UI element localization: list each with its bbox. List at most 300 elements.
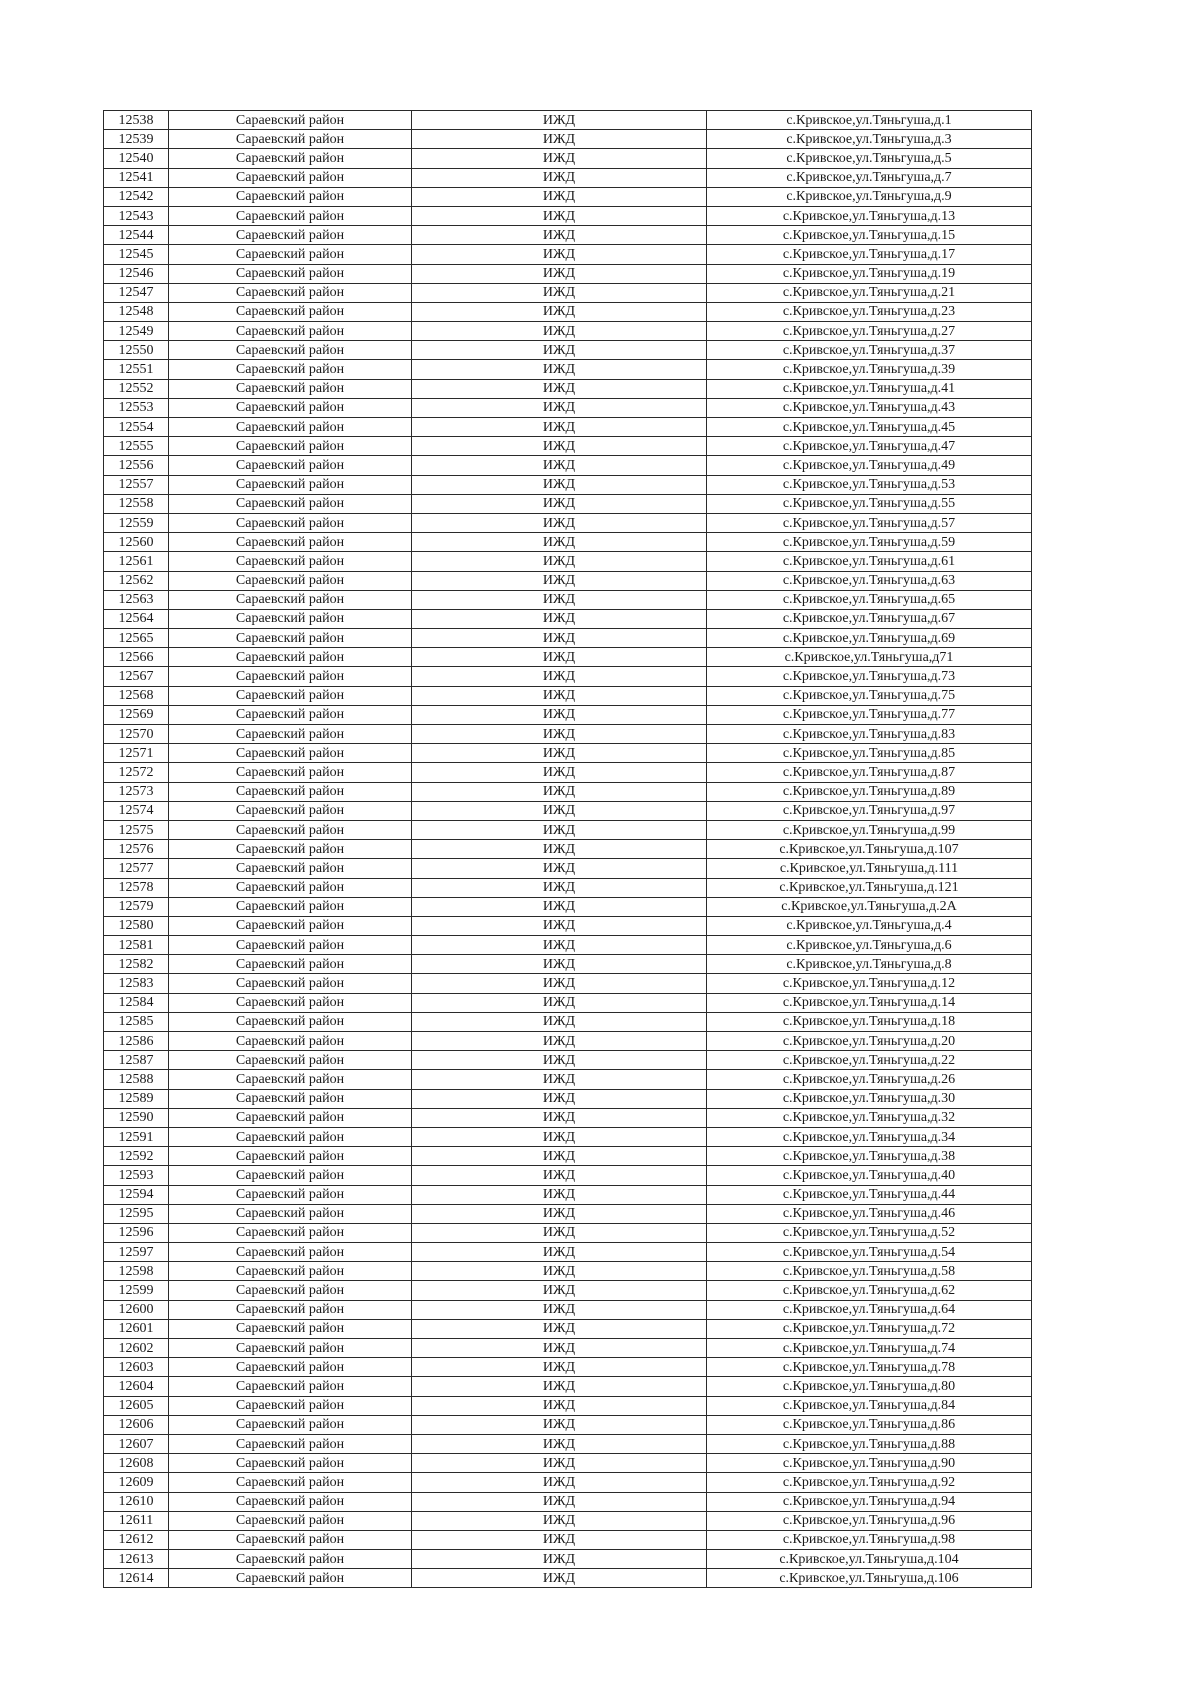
table-row xyxy=(104,264,1032,283)
table-row xyxy=(104,130,1032,149)
district-cell: Сараевский район xyxy=(169,686,412,705)
record-number-cell: 12575 xyxy=(104,820,169,839)
address-cell: с.Кривское,ул.Тяньгуша,д.80 xyxy=(707,1377,1032,1396)
object-type-cell: ИЖД xyxy=(412,437,707,456)
record-number-cell: 12538 xyxy=(104,111,169,130)
district-cell: Сараевский район xyxy=(169,1339,412,1358)
district-cell: Сараевский район xyxy=(169,1185,412,1204)
object-type-cell: ИЖД xyxy=(412,302,707,321)
object-type-cell: ИЖД xyxy=(412,1319,707,1338)
table-row xyxy=(104,437,1032,456)
record-number-cell: 12609 xyxy=(104,1473,169,1492)
district-cell: Сараевский район xyxy=(169,475,412,494)
table-row xyxy=(104,974,1032,993)
address-cell: с.Кривское,ул.Тяньгуша,д71 xyxy=(707,648,1032,667)
table-row xyxy=(104,629,1032,648)
table-row xyxy=(104,398,1032,417)
record-number-cell: 12572 xyxy=(104,763,169,782)
record-number-cell: 12567 xyxy=(104,667,169,686)
district-cell: Сараевский район xyxy=(169,897,412,916)
district-cell: Сараевский район xyxy=(169,168,412,187)
table-row xyxy=(104,1319,1032,1338)
record-number-cell: 12605 xyxy=(104,1396,169,1415)
district-cell: Сараевский район xyxy=(169,763,412,782)
record-number-cell: 12595 xyxy=(104,1204,169,1223)
object-type-cell: ИЖД xyxy=(412,974,707,993)
address-cell: с.Кривское,ул.Тяньгуша,д.107 xyxy=(707,840,1032,859)
address-cell: с.Кривское,ул.Тяньгуша,д.3 xyxy=(707,130,1032,149)
address-cell: с.Кривское,ул.Тяньгуша,д.22 xyxy=(707,1051,1032,1070)
address-cell: с.Кривское,ул.Тяньгуша,д.67 xyxy=(707,609,1032,628)
object-type-cell: ИЖД xyxy=(412,245,707,264)
object-type-cell: ИЖД xyxy=(412,725,707,744)
address-cell: с.Кривское,ул.Тяньгуша,д.86 xyxy=(707,1415,1032,1434)
district-cell: Сараевский район xyxy=(169,149,412,168)
record-number-cell: 12551 xyxy=(104,360,169,379)
district-cell: Сараевский район xyxy=(169,360,412,379)
table-row xyxy=(104,590,1032,609)
object-type-cell: ИЖД xyxy=(412,686,707,705)
record-number-cell: 12585 xyxy=(104,1012,169,1031)
record-number-cell: 12587 xyxy=(104,1051,169,1070)
object-type-cell: ИЖД xyxy=(412,1089,707,1108)
record-number-cell: 12597 xyxy=(104,1243,169,1262)
address-cell: с.Кривское,ул.Тяньгуша,д.49 xyxy=(707,456,1032,475)
address-cell: с.Кривское,ул.Тяньгуша,д.85 xyxy=(707,744,1032,763)
object-type-cell: ИЖД xyxy=(412,629,707,648)
district-cell: Сараевский район xyxy=(169,206,412,225)
object-type-cell: ИЖД xyxy=(412,1108,707,1127)
address-cell: с.Кривское,ул.Тяньгуша,д.87 xyxy=(707,763,1032,782)
district-cell: Сараевский район xyxy=(169,648,412,667)
table-row xyxy=(104,763,1032,782)
object-type-cell: ИЖД xyxy=(412,1204,707,1223)
table-row xyxy=(104,1070,1032,1089)
address-cell: с.Кривское,ул.Тяньгуша,д.39 xyxy=(707,360,1032,379)
district-cell: Сараевский район xyxy=(169,1223,412,1242)
record-number-cell: 12543 xyxy=(104,206,169,225)
record-number-cell: 12546 xyxy=(104,264,169,283)
table-row xyxy=(104,1147,1032,1166)
district-cell: Сараевский район xyxy=(169,283,412,302)
table-row xyxy=(104,1262,1032,1281)
object-type-cell: ИЖД xyxy=(412,456,707,475)
object-type-cell: ИЖД xyxy=(412,322,707,341)
address-cell: с.Кривское,ул.Тяньгуша,д.61 xyxy=(707,552,1032,571)
address-cell: с.Кривское,ул.Тяньгуша,д.6 xyxy=(707,936,1032,955)
table-row xyxy=(104,1012,1032,1031)
table-row xyxy=(104,1415,1032,1434)
table-row xyxy=(104,1530,1032,1549)
table-row xyxy=(104,283,1032,302)
record-number-cell: 12598 xyxy=(104,1262,169,1281)
district-cell: Сараевский район xyxy=(169,1473,412,1492)
district-cell: Сараевский район xyxy=(169,840,412,859)
table-row xyxy=(104,149,1032,168)
address-cell: с.Кривское,ул.Тяньгуша,д.9 xyxy=(707,187,1032,206)
district-cell: Сараевский район xyxy=(169,1204,412,1223)
district-cell: Сараевский район xyxy=(169,1550,412,1569)
record-number-cell: 12548 xyxy=(104,302,169,321)
address-cell: с.Кривское,ул.Тяньгуша,д.74 xyxy=(707,1339,1032,1358)
object-type-cell: ИЖД xyxy=(412,475,707,494)
record-number-cell: 12607 xyxy=(104,1434,169,1453)
district-cell: Сараевский район xyxy=(169,744,412,763)
district-cell: Сараевский район xyxy=(169,322,412,341)
record-number-cell: 12539 xyxy=(104,130,169,149)
table-row xyxy=(104,187,1032,206)
district-cell: Сараевский район xyxy=(169,1281,412,1300)
record-number-cell: 12600 xyxy=(104,1300,169,1319)
address-cell: с.Кривское,ул.Тяньгуша,д.8 xyxy=(707,955,1032,974)
table-row xyxy=(104,302,1032,321)
address-cell: с.Кривское,ул.Тяньгуша,д.77 xyxy=(707,705,1032,724)
table-row xyxy=(104,206,1032,225)
table-row xyxy=(104,226,1032,245)
record-number-cell: 12593 xyxy=(104,1166,169,1185)
record-number-cell: 12541 xyxy=(104,168,169,187)
address-cell: с.Кривское,ул.Тяньгуша,д.18 xyxy=(707,1012,1032,1031)
address-cell: с.Кривское,ул.Тяньгуша,д.47 xyxy=(707,437,1032,456)
district-cell: Сараевский район xyxy=(169,264,412,283)
district-cell: Сараевский район xyxy=(169,341,412,360)
record-number-cell: 12569 xyxy=(104,705,169,724)
district-cell: Сараевский район xyxy=(169,398,412,417)
record-number-cell: 12564 xyxy=(104,609,169,628)
district-cell: Сараевский район xyxy=(169,1012,412,1031)
record-number-cell: 12565 xyxy=(104,629,169,648)
object-type-cell: ИЖД xyxy=(412,187,707,206)
district-cell: Сараевский район xyxy=(169,936,412,955)
record-number-cell: 12550 xyxy=(104,341,169,360)
table-row xyxy=(104,897,1032,916)
object-type-cell: ИЖД xyxy=(412,533,707,552)
district-cell: Сараевский район xyxy=(169,1243,412,1262)
record-number-cell: 12570 xyxy=(104,725,169,744)
table-row xyxy=(104,513,1032,532)
district-cell: Сараевский район xyxy=(169,245,412,264)
object-type-cell: ИЖД xyxy=(412,763,707,782)
record-number-cell: 12549 xyxy=(104,322,169,341)
record-number-cell: 12606 xyxy=(104,1415,169,1434)
district-cell: Сараевский район xyxy=(169,1511,412,1530)
record-number-cell: 12566 xyxy=(104,648,169,667)
record-number-cell: 12563 xyxy=(104,590,169,609)
record-number-cell: 12540 xyxy=(104,149,169,168)
table-row xyxy=(104,1358,1032,1377)
table-row xyxy=(104,1454,1032,1473)
record-number-cell: 12612 xyxy=(104,1530,169,1549)
table-row xyxy=(104,533,1032,552)
table-row xyxy=(104,475,1032,494)
address-cell: с.Кривское,ул.Тяньгуша,д.44 xyxy=(707,1185,1032,1204)
object-type-cell: ИЖД xyxy=(412,1223,707,1242)
address-cell: с.Кривское,ул.Тяньгуша,д.84 xyxy=(707,1396,1032,1415)
object-type-cell: ИЖД xyxy=(412,782,707,801)
address-cell: с.Кривское,ул.Тяньгуша,д.59 xyxy=(707,533,1032,552)
district-cell: Сараевский район xyxy=(169,629,412,648)
record-number-cell: 12577 xyxy=(104,859,169,878)
district-cell: Сараевский район xyxy=(169,1051,412,1070)
table-row xyxy=(104,1473,1032,1492)
table-row xyxy=(104,1108,1032,1127)
district-cell: Сараевский район xyxy=(169,782,412,801)
table-row xyxy=(104,1223,1032,1242)
record-number-cell: 12552 xyxy=(104,379,169,398)
table-row xyxy=(104,168,1032,187)
record-number-cell: 12578 xyxy=(104,878,169,897)
object-type-cell: ИЖД xyxy=(412,878,707,897)
address-cell: с.Кривское,ул.Тяньгуша,д.94 xyxy=(707,1492,1032,1511)
address-cell: с.Кривское,ул.Тяньгуша,д.96 xyxy=(707,1511,1032,1530)
record-number-cell: 12594 xyxy=(104,1185,169,1204)
record-number-cell: 12556 xyxy=(104,456,169,475)
object-type-cell: ИЖД xyxy=(412,667,707,686)
table-row xyxy=(104,322,1032,341)
record-number-cell: 12571 xyxy=(104,744,169,763)
object-type-cell: ИЖД xyxy=(412,513,707,532)
district-cell: Сараевский район xyxy=(169,533,412,552)
district-cell: Сараевский район xyxy=(169,1492,412,1511)
address-cell: с.Кривское,ул.Тяньгуша,д.65 xyxy=(707,590,1032,609)
record-number-cell: 12562 xyxy=(104,571,169,590)
district-cell: Сараевский район xyxy=(169,878,412,897)
record-number-cell: 12581 xyxy=(104,936,169,955)
district-cell: Сараевский район xyxy=(169,820,412,839)
table-row xyxy=(104,840,1032,859)
table-row xyxy=(104,1492,1032,1511)
record-number-cell: 12545 xyxy=(104,245,169,264)
district-cell: Сараевский район xyxy=(169,801,412,820)
table-row xyxy=(104,1550,1032,1569)
record-number-cell: 12601 xyxy=(104,1319,169,1338)
object-type-cell: ИЖД xyxy=(412,226,707,245)
object-type-cell: ИЖД xyxy=(412,936,707,955)
table-row xyxy=(104,1051,1032,1070)
address-cell: с.Кривское,ул.Тяньгуша,д.13 xyxy=(707,206,1032,225)
record-number-cell: 12602 xyxy=(104,1339,169,1358)
district-cell: Сараевский район xyxy=(169,955,412,974)
district-cell: Сараевский район xyxy=(169,1108,412,1127)
address-cell: с.Кривское,ул.Тяньгуша,д.62 xyxy=(707,1281,1032,1300)
address-cell: с.Кривское,ул.Тяньгуша,д.121 xyxy=(707,878,1032,897)
address-cell: с.Кривское,ул.Тяньгуша,д.64 xyxy=(707,1300,1032,1319)
table-row xyxy=(104,1204,1032,1223)
address-cell: с.Кривское,ул.Тяньгуша,д.75 xyxy=(707,686,1032,705)
address-cell: с.Кривское,ул.Тяньгуша,д.92 xyxy=(707,1473,1032,1492)
address-cell: с.Кривское,ул.Тяньгуша,д.57 xyxy=(707,513,1032,532)
address-cell: с.Кривское,ул.Тяньгуша,д.63 xyxy=(707,571,1032,590)
record-number-cell: 12582 xyxy=(104,955,169,974)
object-type-cell: ИЖД xyxy=(412,1377,707,1396)
record-number-cell: 12603 xyxy=(104,1358,169,1377)
record-number-cell: 12586 xyxy=(104,1032,169,1051)
object-type-cell: ИЖД xyxy=(412,840,707,859)
record-number-cell: 12589 xyxy=(104,1089,169,1108)
district-cell: Сараевский район xyxy=(169,1396,412,1415)
address-cell: с.Кривское,ул.Тяньгуша,д.14 xyxy=(707,993,1032,1012)
table-row xyxy=(104,456,1032,475)
table-row xyxy=(104,1300,1032,1319)
district-cell: Сараевский район xyxy=(169,1147,412,1166)
object-type-cell: ИЖД xyxy=(412,1511,707,1530)
table-row xyxy=(104,379,1032,398)
object-type-cell: ИЖД xyxy=(412,1185,707,1204)
record-number-cell: 12596 xyxy=(104,1223,169,1242)
address-cell: с.Кривское,ул.Тяньгуша,д.4 xyxy=(707,916,1032,935)
object-type-cell: ИЖД xyxy=(412,379,707,398)
table-row xyxy=(104,1166,1032,1185)
object-type-cell: ИЖД xyxy=(412,1530,707,1549)
address-table xyxy=(103,110,1032,1588)
district-cell: Сараевский район xyxy=(169,590,412,609)
address-cell: с.Кривское,ул.Тяньгуша,д.55 xyxy=(707,494,1032,513)
district-cell: Сараевский район xyxy=(169,705,412,724)
record-number-cell: 12561 xyxy=(104,552,169,571)
address-cell: с.Кривское,ул.Тяньгуша,д.23 xyxy=(707,302,1032,321)
address-cell: с.Кривское,ул.Тяньгуша,д.104 xyxy=(707,1550,1032,1569)
record-number-cell: 12604 xyxy=(104,1377,169,1396)
table-row xyxy=(104,859,1032,878)
district-cell: Сараевский район xyxy=(169,418,412,437)
address-cell: с.Кривское,ул.Тяньгуша,д.7 xyxy=(707,168,1032,187)
record-number-cell: 12611 xyxy=(104,1511,169,1530)
object-type-cell: ИЖД xyxy=(412,1550,707,1569)
object-type-cell: ИЖД xyxy=(412,744,707,763)
table-row xyxy=(104,725,1032,744)
district-cell: Сараевский район xyxy=(169,226,412,245)
address-cell: с.Кривское,ул.Тяньгуша,д.32 xyxy=(707,1108,1032,1127)
address-cell: с.Кривское,ул.Тяньгуша,д.37 xyxy=(707,341,1032,360)
district-cell: Сараевский район xyxy=(169,437,412,456)
object-type-cell: ИЖД xyxy=(412,1051,707,1070)
object-type-cell: ИЖД xyxy=(412,1415,707,1434)
address-cell: с.Кривское,ул.Тяньгуша,д.20 xyxy=(707,1032,1032,1051)
district-cell: Сараевский район xyxy=(169,1434,412,1453)
table-row xyxy=(104,744,1032,763)
record-number-cell: 12568 xyxy=(104,686,169,705)
object-type-cell: ИЖД xyxy=(412,955,707,974)
address-cell: с.Кривское,ул.Тяньгуша,д.15 xyxy=(707,226,1032,245)
object-type-cell: ИЖД xyxy=(412,398,707,417)
address-cell: с.Кривское,ул.Тяньгуша,д.12 xyxy=(707,974,1032,993)
table-row xyxy=(104,705,1032,724)
district-cell: Сараевский район xyxy=(169,1070,412,1089)
object-type-cell: ИЖД xyxy=(412,1569,707,1588)
object-type-cell: ИЖД xyxy=(412,1492,707,1511)
table-body xyxy=(104,111,1032,1588)
address-cell: с.Кривское,ул.Тяньгуша,д.73 xyxy=(707,667,1032,686)
district-cell: Сараевский район xyxy=(169,187,412,206)
table-row xyxy=(104,936,1032,955)
table-row xyxy=(104,245,1032,264)
table-row xyxy=(104,878,1032,897)
address-cell: с.Кривское,ул.Тяньгуша,д.38 xyxy=(707,1147,1032,1166)
object-type-cell: ИЖД xyxy=(412,1434,707,1453)
record-number-cell: 12583 xyxy=(104,974,169,993)
table-row xyxy=(104,916,1032,935)
district-cell: Сараевский район xyxy=(169,1166,412,1185)
object-type-cell: ИЖД xyxy=(412,341,707,360)
record-number-cell: 12555 xyxy=(104,437,169,456)
record-number-cell: 12592 xyxy=(104,1147,169,1166)
address-cell: с.Кривское,ул.Тяньгуша,д.72 xyxy=(707,1319,1032,1338)
object-type-cell: ИЖД xyxy=(412,360,707,379)
district-cell: Сараевский район xyxy=(169,916,412,935)
address-cell: с.Кривское,ул.Тяньгуша,д.89 xyxy=(707,782,1032,801)
record-number-cell: 12573 xyxy=(104,782,169,801)
table-row xyxy=(104,360,1032,379)
table-row xyxy=(104,552,1032,571)
table-row xyxy=(104,1339,1032,1358)
table-row xyxy=(104,1243,1032,1262)
district-cell: Сараевский район xyxy=(169,1377,412,1396)
record-number-cell: 12542 xyxy=(104,187,169,206)
district-cell: Сараевский район xyxy=(169,571,412,590)
district-cell: Сараевский район xyxy=(169,379,412,398)
district-cell: Сараевский район xyxy=(169,513,412,532)
district-cell: Сараевский район xyxy=(169,859,412,878)
record-number-cell: 12554 xyxy=(104,418,169,437)
record-number-cell: 12553 xyxy=(104,398,169,417)
table-row xyxy=(104,801,1032,820)
address-cell: с.Кривское,ул.Тяньгуша,д.97 xyxy=(707,801,1032,820)
district-cell: Сараевский район xyxy=(169,1569,412,1588)
object-type-cell: ИЖД xyxy=(412,993,707,1012)
table-row xyxy=(104,494,1032,513)
record-number-cell: 12614 xyxy=(104,1569,169,1588)
object-type-cell: ИЖД xyxy=(412,283,707,302)
address-cell: с.Кривское,ул.Тяньгуша,д.52 xyxy=(707,1223,1032,1242)
address-cell: с.Кривское,ул.Тяньгуша,д.69 xyxy=(707,629,1032,648)
record-number-cell: 12608 xyxy=(104,1454,169,1473)
object-type-cell: ИЖД xyxy=(412,1281,707,1300)
object-type-cell: ИЖД xyxy=(412,1300,707,1319)
object-type-cell: ИЖД xyxy=(412,1262,707,1281)
district-cell: Сараевский район xyxy=(169,456,412,475)
district-cell: Сараевский район xyxy=(169,725,412,744)
object-type-cell: ИЖД xyxy=(412,590,707,609)
address-cell: с.Кривское,ул.Тяньгуша,д.34 xyxy=(707,1127,1032,1146)
object-type-cell: ИЖД xyxy=(412,1032,707,1051)
address-cell: с.Кривское,ул.Тяньгуша,д.5 xyxy=(707,149,1032,168)
address-cell: с.Кривское,ул.Тяньгуша,д.90 xyxy=(707,1454,1032,1473)
address-cell: с.Кривское,ул.Тяньгуша,д.78 xyxy=(707,1358,1032,1377)
table-row xyxy=(104,1434,1032,1453)
address-cell: с.Кривское,ул.Тяньгуша,д.98 xyxy=(707,1530,1032,1549)
table-row xyxy=(104,1281,1032,1300)
district-cell: Сараевский район xyxy=(169,1262,412,1281)
district-cell: Сараевский район xyxy=(169,609,412,628)
object-type-cell: ИЖД xyxy=(412,206,707,225)
object-type-cell: ИЖД xyxy=(412,820,707,839)
table-row xyxy=(104,1032,1032,1051)
address-cell: с.Кривское,ул.Тяньгуша,д.46 xyxy=(707,1204,1032,1223)
object-type-cell: ИЖД xyxy=(412,897,707,916)
address-cell: с.Кривское,ул.Тяньгуша,д.99 xyxy=(707,820,1032,839)
district-cell: Сараевский район xyxy=(169,667,412,686)
address-cell: с.Кривское,ул.Тяньгуша,д.58 xyxy=(707,1262,1032,1281)
address-cell: с.Кривское,ул.Тяньгуша,д.45 xyxy=(707,418,1032,437)
object-type-cell: ИЖД xyxy=(412,111,707,130)
table-row xyxy=(104,418,1032,437)
record-number-cell: 12576 xyxy=(104,840,169,859)
table-row xyxy=(104,1396,1032,1415)
district-cell: Сараевский район xyxy=(169,130,412,149)
address-cell: с.Кривское,ул.Тяньгуша,д.21 xyxy=(707,283,1032,302)
table-row xyxy=(104,686,1032,705)
district-cell: Сараевский район xyxy=(169,974,412,993)
